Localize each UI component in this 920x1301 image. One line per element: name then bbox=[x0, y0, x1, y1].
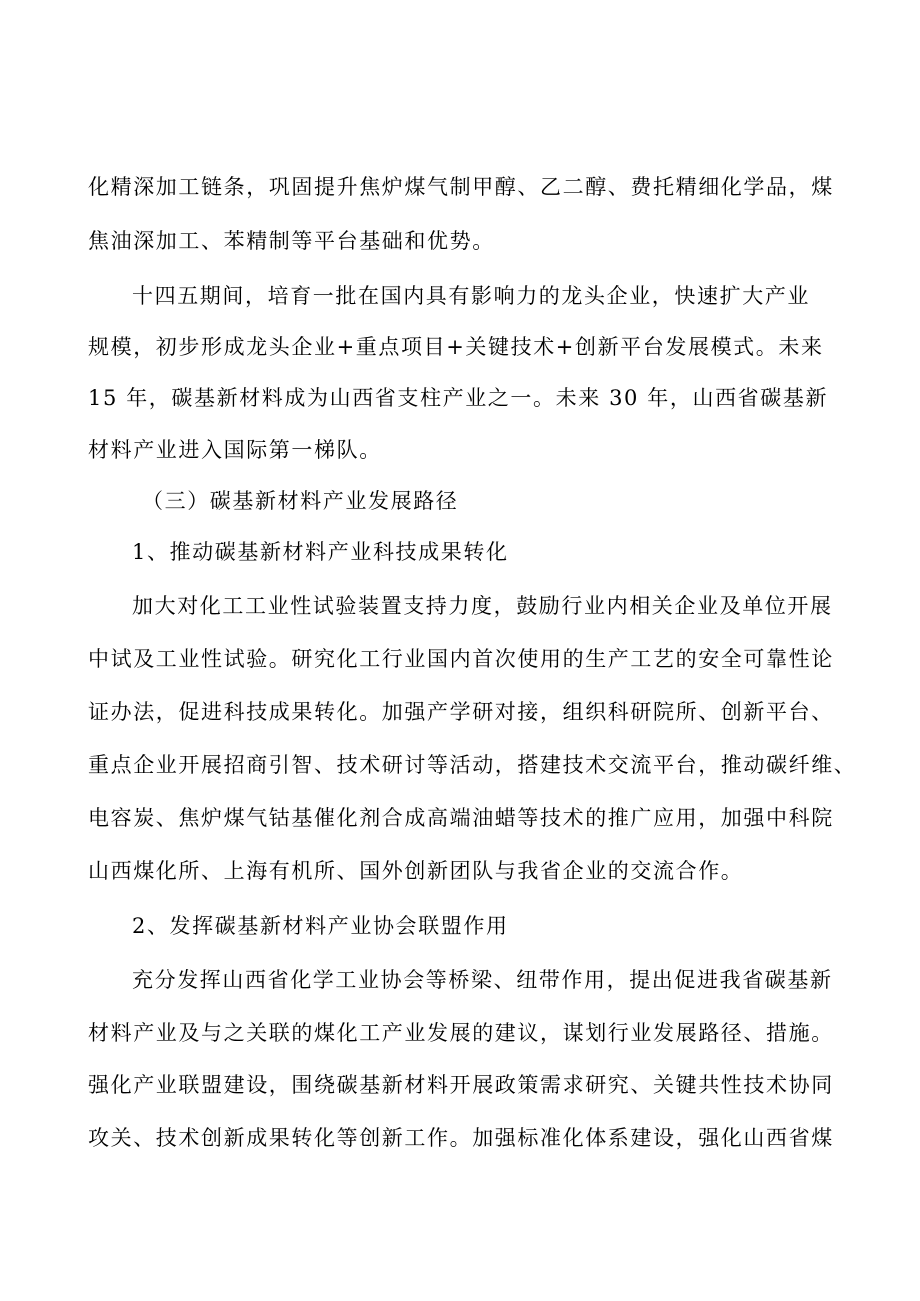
paragraph-section1-line-4: 重点企业开展招商引智、技术研讨等活动，搭建技术交流平台，推动碳纤维、 bbox=[88, 753, 857, 777]
subheading-2: 2、发挥碳基新材料产业协会联盟作用 bbox=[132, 914, 509, 938]
paragraph-section1-line-3: 证办法，促进科技成果转化。加强产学研对接，组织科研院所、创新平台、 bbox=[88, 700, 834, 724]
paragraph-goals-line-1: 十四五期间，培育一批在国内具有影响力的龙头企业，快速扩大产业 bbox=[132, 284, 810, 308]
paragraph-section2-line-4: 攻关、技术创新成果转化等创新工作。加强标准化体系建设，强化山西省煤 bbox=[88, 1126, 834, 1150]
paragraph-section2-line-2: 材料产业及与之关联的煤化工产业发展的建议，谋划行业发展路径、措施。 bbox=[88, 1021, 834, 1045]
paragraph-intro-line-1: 化精深加工链条，巩固提升焦炉煤气制甲醇、乙二醇、费托精细化学品，煤 bbox=[88, 175, 834, 199]
paragraph-goals-line-3: 15 年，碳基新材料成为山西省支柱产业之一。未来 30 年，山西省碳基新 bbox=[88, 386, 829, 410]
paragraph-section1-line-6: 山西煤化所、上海有机所、国外创新团队与我省企业的交流合作。 bbox=[88, 859, 744, 883]
paragraph-section2-line-3: 强化产业联盟建设，围绕碳基新材料开展政策需求研究、关键共性技术协同 bbox=[88, 1073, 834, 1097]
paragraph-intro-line-2: 焦油深加工、苯精制等平台基础和优势。 bbox=[88, 229, 495, 253]
section-heading: （三）碳基新材料产业发展路径 bbox=[142, 489, 459, 513]
paragraph-section1-line-1: 加大对化工工业性试验装置支持力度，鼓励行业内相关企业及单位开展 bbox=[132, 594, 833, 618]
paragraph-goals-line-2: 规模，初步形成龙头企业+重点项目+关键技术+创新平台发展模式。未来 bbox=[88, 335, 824, 359]
paragraph-section2-line-1: 充分发挥山西省化学工业协会等桥梁、纽带作用，提出促进我省碳基新 bbox=[132, 968, 833, 992]
paragraph-goals-line-4: 材料产业进入国际第一梯队。 bbox=[88, 438, 382, 462]
subheading-1: 1、推动碳基新材料产业科技成果转化 bbox=[132, 540, 509, 564]
paragraph-section1-line-2: 中试及工业性试验。研究化工行业国内首次使用的生产工艺的安全可靠性论 bbox=[88, 647, 834, 671]
paragraph-section1-line-5: 电容炭、焦炉煤气钴基催化剂合成高端油蜡等技术的推广应用，加强中科院 bbox=[88, 806, 834, 830]
